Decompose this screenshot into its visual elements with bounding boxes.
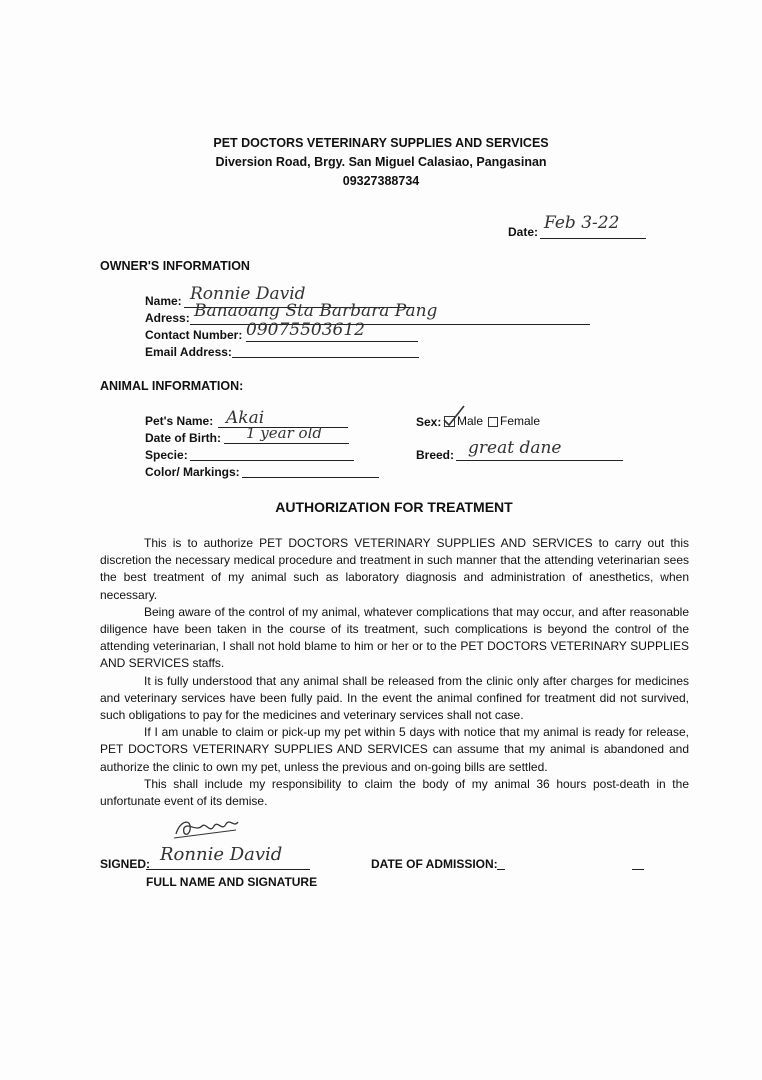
dob-label: Date of Birth:: [145, 431, 221, 445]
admission-line-start: [497, 869, 505, 870]
name-label: Name:: [145, 294, 182, 308]
authorization-paragraph: This is to authorize PET DOCTORS VETERINARY SUPPLIES AND SERVICES to carry out this discretion the necessary medical procedure and treatment in such manner that the attending veterinarian sees the best treatment of my animal such as laboratory diagnosis and administration of anesthetics, when necessary.: [100, 536, 689, 602]
color-line: [242, 477, 379, 478]
address-label: Adress:: [145, 311, 190, 325]
contact-value: 09075503612: [246, 320, 365, 340]
contact-label: Contact Number:: [145, 328, 243, 342]
date-line: [540, 238, 646, 239]
dob-line: [224, 443, 349, 444]
signed-line: [146, 869, 310, 870]
male-option-label: Male: [457, 414, 484, 428]
authorization-paragraph: Being aware of the control of my animal, whatever complications that may occur, and after reasonable diligence have been taken in the course of its treatment, such complications is beyond the control of the attending veterinarian, I shall not hold blame to him or her or to the PET DOCTORS VETERINARY SUPPLIES AND SERVICES staffs.: [100, 604, 689, 671]
specie-label: Specie:: [145, 448, 188, 462]
name-value: Ronnie David: [190, 284, 306, 304]
signature-caption: FULL NAME AND SIGNATURE: [146, 875, 318, 889]
signature-scribble: [170, 814, 242, 844]
authorization-title: AUTHORIZATION FOR TREATMENT: [275, 499, 513, 515]
breed-line: [456, 460, 623, 461]
dob-value: 1 year old: [246, 424, 322, 442]
admission-line-end: [632, 869, 644, 870]
date-label: Date:: [508, 225, 539, 239]
admission-label: DATE OF ADMISSION:: [371, 857, 498, 871]
authorization-body: [100, 535, 689, 810]
company-name: PET DOCTORS VETERINARY SUPPLIES AND SERVICES: [213, 136, 549, 150]
pet-name-label: Pet's Name:: [145, 414, 214, 428]
signed-label: SIGNED:: [100, 857, 151, 871]
breed-value: great dane: [468, 438, 562, 458]
animal-section-heading: ANIMAL INFORMATION:: [100, 379, 244, 393]
color-label: Color/ Markings:: [145, 465, 240, 479]
specie-line: [190, 460, 354, 461]
company-address: Diversion Road, Brgy. San Miguel Calasiao, Pangasinan: [215, 155, 547, 169]
date-value: Feb 3-22: [544, 213, 620, 233]
email-line: [232, 357, 419, 358]
company-phone: 09327388734: [342, 174, 420, 188]
authorization-paragraph: This shall include my responsibility to claim the body of my animal 36 hours post-death in the unfortunate event of its demise.: [100, 776, 689, 809]
address-value: Banaoang Sta Barbara Pang: [194, 301, 438, 321]
email-label: Email Address:: [145, 345, 232, 359]
breed-label: Breed:: [416, 448, 455, 462]
signed-name: Ronnie David: [160, 844, 283, 865]
female-option-label: Female: [500, 414, 541, 428]
female-checkbox[interactable]: [488, 417, 498, 427]
pet-name-value: Akai: [226, 408, 265, 428]
authorization-paragraph: If I am unable to claim or pick-up my pet within 5 days with notice that my animal is ready for release, PET DOCTORS VETERINARY SUPPLIES AND SERVICES can assume that my animal is abandoned and authorize the clinic to own my pet, unless the previous and on-going bills are settled.: [100, 725, 689, 774]
authorization-paragraph: It is fully understood that any animal shall be released from the clinic only after charges for medicines and veterinary services have been fully paid. In the event the animal confined for treatment did not survived, such obligations to pay for the medicines and veterinary services shall not case.: [100, 673, 689, 723]
sex-label: Sex:: [416, 415, 442, 429]
owner-section-heading: OWNER'S INFORMATION: [100, 259, 250, 273]
contact-line: [246, 341, 418, 342]
